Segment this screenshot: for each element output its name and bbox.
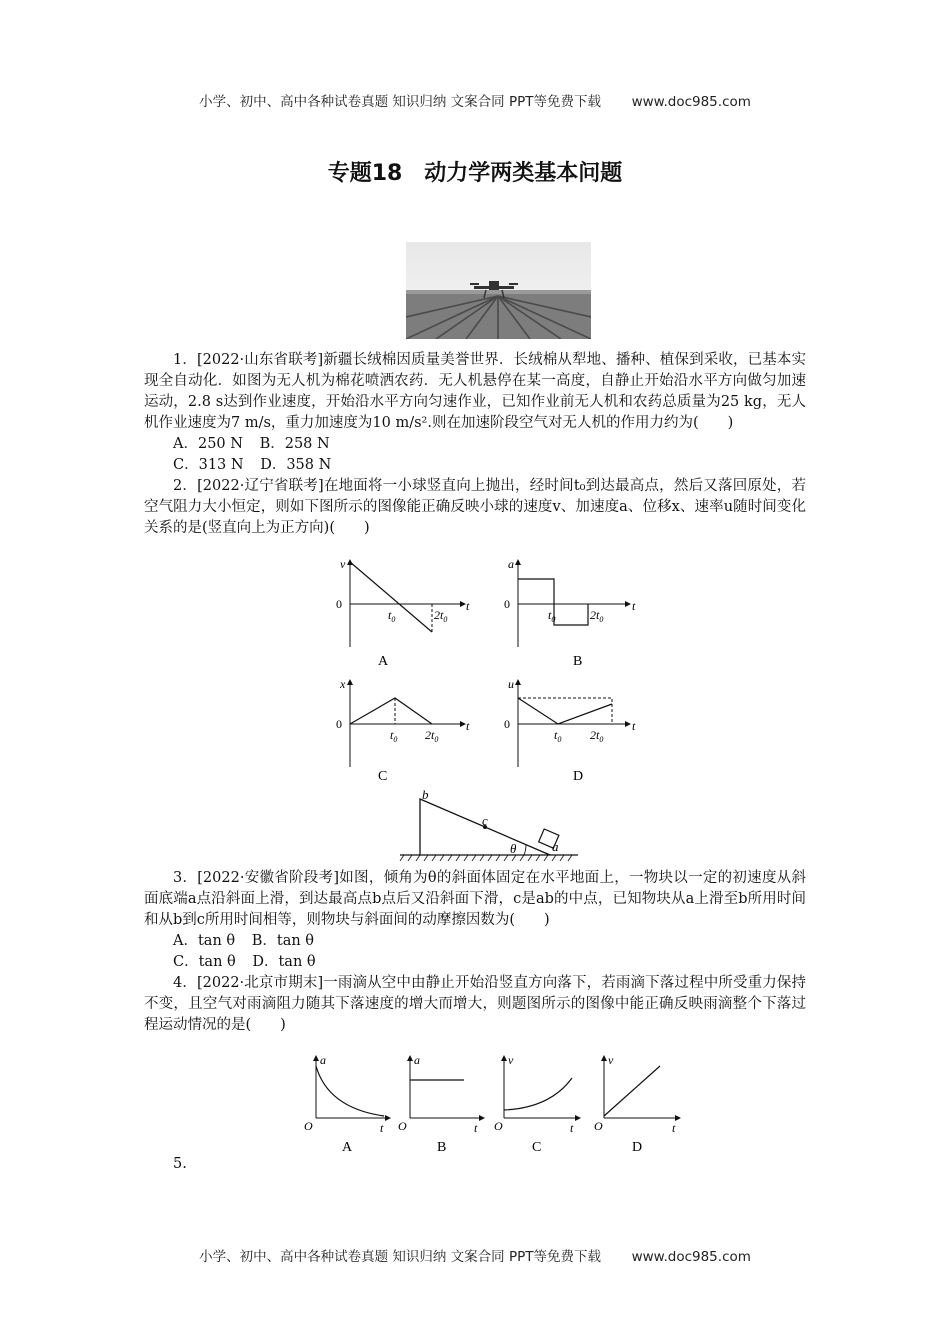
svg-text:u: u [508, 677, 514, 691]
q1-text: 1．[2022·山东省联考]新疆长绒棉因质量美誉世界．长绒棉从犁地、播种、植保到采收，已基本实现全自动化．如图为无人机为棉花喷洒农药．无人机悬停在某一高度，自静止开始沿水平方向做匀加速运动，2.8 s达到作业速度，开始沿水平方向匀速作业，已知作业前无人机和农药总质量为25 kg，无人机作业速度为7 m/s，重力加速度为10 m/s².则在加速阶段空气对无人机的作用力约为( ) [144, 352, 806, 431]
svg-text:D: D [573, 769, 584, 784]
svg-text:t0: $t_0$ [388, 608, 396, 624]
q4-graph-c [494, 1053, 580, 1155]
svg-text:t: t [672, 1121, 676, 1135]
svg-text:0: 0 [336, 717, 342, 731]
svg-text:C: C [532, 1140, 542, 1155]
q4-graph-d [594, 1053, 680, 1155]
q2a-yvar: v [340, 557, 346, 571]
svg-text:D: D [632, 1140, 643, 1155]
q3-option-c[interactable]: C．tan θ [173, 954, 236, 970]
svg-text:B: B [573, 654, 583, 669]
q2-graph-d [504, 677, 636, 784]
svg-text:0: 0 [504, 717, 510, 731]
svg-text:0: 0 [504, 597, 510, 611]
svg-text:2t0: $2t_0$ [425, 728, 439, 744]
incline-diagram [398, 785, 583, 863]
q1-option-c[interactable]: C．313 N [173, 457, 244, 473]
svg-text:A: A [342, 1140, 353, 1155]
svg-text:v: v [608, 1053, 614, 1067]
q4-graphs [298, 1050, 688, 1160]
svg-text:C: C [378, 769, 388, 784]
q3-option-d[interactable]: D．tan θ [252, 954, 316, 970]
svg-text:O: O [398, 1119, 407, 1133]
q4-graph-b [398, 1053, 484, 1155]
svg-text:B: B [437, 1140, 447, 1155]
drone-photo [406, 242, 591, 339]
page-header [0, 90, 950, 110]
svg-text:t: t [570, 1121, 574, 1135]
svg-text:2t0: $2t_0$ [434, 608, 448, 624]
q3-option-b[interactable]: B．tan θ [251, 933, 315, 949]
q1-options-row1 [144, 434, 806, 455]
svg-text:2t0: $2t_0$ [590, 608, 604, 624]
q2-text: 2．[2022·辽宁省联考]在地面将一小球竖直向上抛出，经时间t₀到达最高点，然后又落回原处，若空气阻力大小恒定，则如下图所示的图像能正确反映小球的速度v、加速度a、位移x、速率u随时间变化关系的是(竖直向上为正方向)( ) [144, 478, 806, 536]
q2-graph-b [504, 557, 636, 669]
svg-text:θ: θ [510, 841, 517, 856]
svg-text:t: t [632, 719, 636, 733]
page-title: 专题18 动力学两类基本问题 [327, 161, 623, 186]
header-url[interactable]: www.doc985.com [631, 94, 751, 110]
q3-text: 3．[2022·安徽省阶段考]如图，倾角为θ的斜面体固定在水平地面上，一物块以一定的初速度从斜面底端a点沿斜面上滑，到达最高点b点后又沿斜面下滑，c是ab的中点，已知物块从a上滑至b所用时间和从b到c所用时间相等，则物块与斜面间的动摩擦因数为( ) [144, 870, 806, 928]
svg-text:b: b [422, 787, 429, 802]
svg-text:a: a [552, 839, 559, 854]
svg-text:2t0: $2t_0$ [590, 728, 604, 744]
q3-option-a[interactable]: A．tan θ [173, 933, 236, 949]
svg-text:t: t [380, 1121, 384, 1135]
svg-text:a: a [320, 1053, 326, 1067]
q2a-origin: 0 [336, 597, 342, 611]
svg-text:t0: $t_0$ [548, 608, 556, 624]
q2-graphs [330, 552, 640, 792]
page-footer [0, 1245, 950, 1265]
q4-graph-a [304, 1053, 390, 1155]
svg-text:O: O [594, 1119, 603, 1133]
svg-text:t: t [466, 599, 470, 613]
q2-graph-c [336, 677, 470, 784]
svg-text:O: O [494, 1119, 503, 1133]
q4-text: 4．[2022·北京市期末]一雨滴从空中由静止开始沿竖直方向落下，若雨滴下落过程中所受重力保持不变，且空气对雨滴阻力随其下落速度的增大而增大，则题图所示的图像中能正确反映雨滴整个下落过程运动情况的是( ) [144, 975, 806, 1033]
svg-text:v: v [508, 1053, 514, 1067]
q5-text: 5. [173, 1156, 187, 1172]
svg-text:t0: $t_0$ [554, 728, 562, 744]
q3-options-row2 [144, 952, 806, 973]
svg-text:t: t [632, 599, 636, 613]
q1-options-row2 [144, 455, 806, 476]
question-block-3 [144, 1154, 806, 1175]
svg-text:a: a [508, 557, 514, 571]
svg-text:a: a [414, 1053, 420, 1067]
svg-text:t0: $t_0$ [390, 728, 398, 744]
footer-text: 小学、初中、高中各种试卷真题 知识归纳 文案合同 PPT等免费下载 [199, 1249, 601, 1265]
question-block-2 [144, 868, 806, 1036]
q1-option-a[interactable]: A．250 N [173, 436, 243, 452]
svg-text:O: O [304, 1119, 313, 1133]
q1-option-d[interactable]: D．358 N [260, 457, 332, 473]
footer-url[interactable]: www.doc985.com [631, 1249, 751, 1265]
question-block [144, 350, 806, 539]
svg-text:t: t [474, 1121, 478, 1135]
q3-options-row1 [144, 931, 806, 952]
q2-graph-a [336, 557, 470, 669]
header-text: 小学、初中、高中各种试卷真题 知识归纳 文案合同 PPT等免费下载 [199, 94, 601, 110]
svg-text:x: x [340, 677, 346, 691]
svg-text:t: t [466, 719, 470, 733]
svg-text:c: c [482, 813, 488, 828]
q2a-label: A [378, 654, 389, 669]
q1-option-b[interactable]: B．258 N [259, 436, 330, 452]
